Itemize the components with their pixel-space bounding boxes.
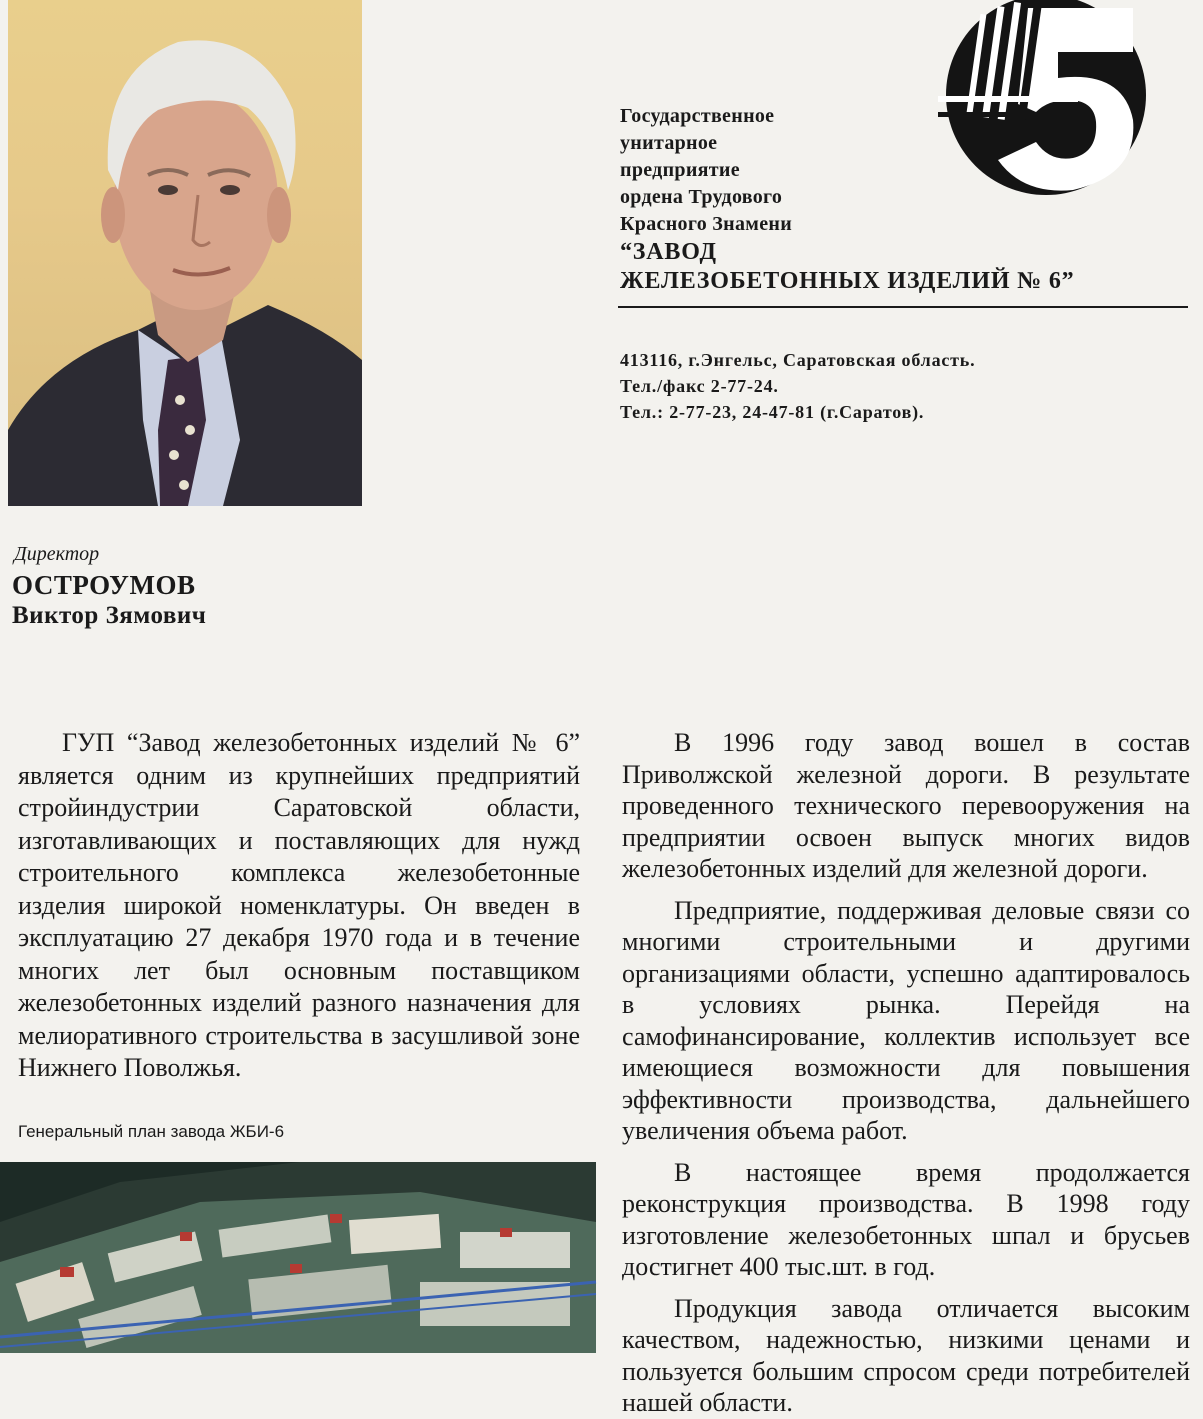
plan-caption: Генеральный план завода ЖБИ-6 xyxy=(18,1122,285,1141)
paragraph-1: В 1996 году завод вошел в состав Приволжской железной дороги. В результате проведенного технического перевооружения на предприятии освоен выпуск многих видов железобетонных изделий для железной дороги. xyxy=(622,728,1190,883)
company-name-line-2: ЖЕЛЕЗОБЕТОННЫХ ИЗДЕЛИЙ № 6” xyxy=(620,268,1075,294)
address-text: 413116, г.Энгельс, Саратовская область. xyxy=(620,350,976,370)
company-line-4: ордена Трудового xyxy=(620,186,783,208)
contacts-block xyxy=(620,347,1180,425)
phones-text: Тел.: 2-77-23, 24-47-81 (г.Саратов). xyxy=(620,402,925,422)
paragraph-3: В настоящее время продолжается реконструкция производства. В 1998 году изготовление железобетонных шпал и брусьев достигнет 400 тыс.шт. в год. xyxy=(622,1157,1190,1281)
director-portrait-photo xyxy=(8,0,362,506)
director-name: Виктор Зямович xyxy=(12,602,207,629)
company-logo xyxy=(928,0,1148,195)
company-line-2: унитарное xyxy=(620,132,718,154)
right-column-text xyxy=(622,727,1190,1419)
company-line-3: предприятие xyxy=(620,159,740,181)
company-line-1: Государственное xyxy=(620,105,775,127)
company-line-5: Красного Знамени xyxy=(620,213,793,235)
divider-rule xyxy=(618,306,1188,308)
company-name-line-1: “ЗАВОД xyxy=(620,239,717,265)
director-role-caption: Директор xyxy=(14,543,100,565)
paragraph-2: Предприятие, поддерживая деловые связи со многими строительными и другими организациями области, успешно адаптировалось в условиях рынка. Перейдя на самофинансирование, коллектив использует все имеющиеся возможности для повышения эффективности производства, дальнейшего увеличения объема работ. xyxy=(622,895,1190,1145)
factory-plan-photo xyxy=(0,1162,596,1353)
paragraph-4: Продукция завода отличается высоким качеством, надежностью, низкими ценами и пользуется большим спросом среди потребителей нашей области. xyxy=(622,1293,1190,1417)
intro-paragraph: ГУП “Завод железобетонных изделий № 6” является одним из крупнейших предприятий стройиндустрии Саратовской области, изготавливающих и поставляющих для нужд строительного комплекса железобетонные изделия широкой номенклатуры. Он введен в эксплуатацию 27 декабря 1970 года и в течение многих лет был основным поставщиком железобетонных изделий разного назначения для мелиоративного строительства в засушливой зоне Нижнего Поволжья. xyxy=(18,728,580,1082)
director-surname: ОСТРОУМОВ xyxy=(12,570,196,600)
phone-fax-text: Тел./факс 2-77-24. xyxy=(620,376,779,396)
